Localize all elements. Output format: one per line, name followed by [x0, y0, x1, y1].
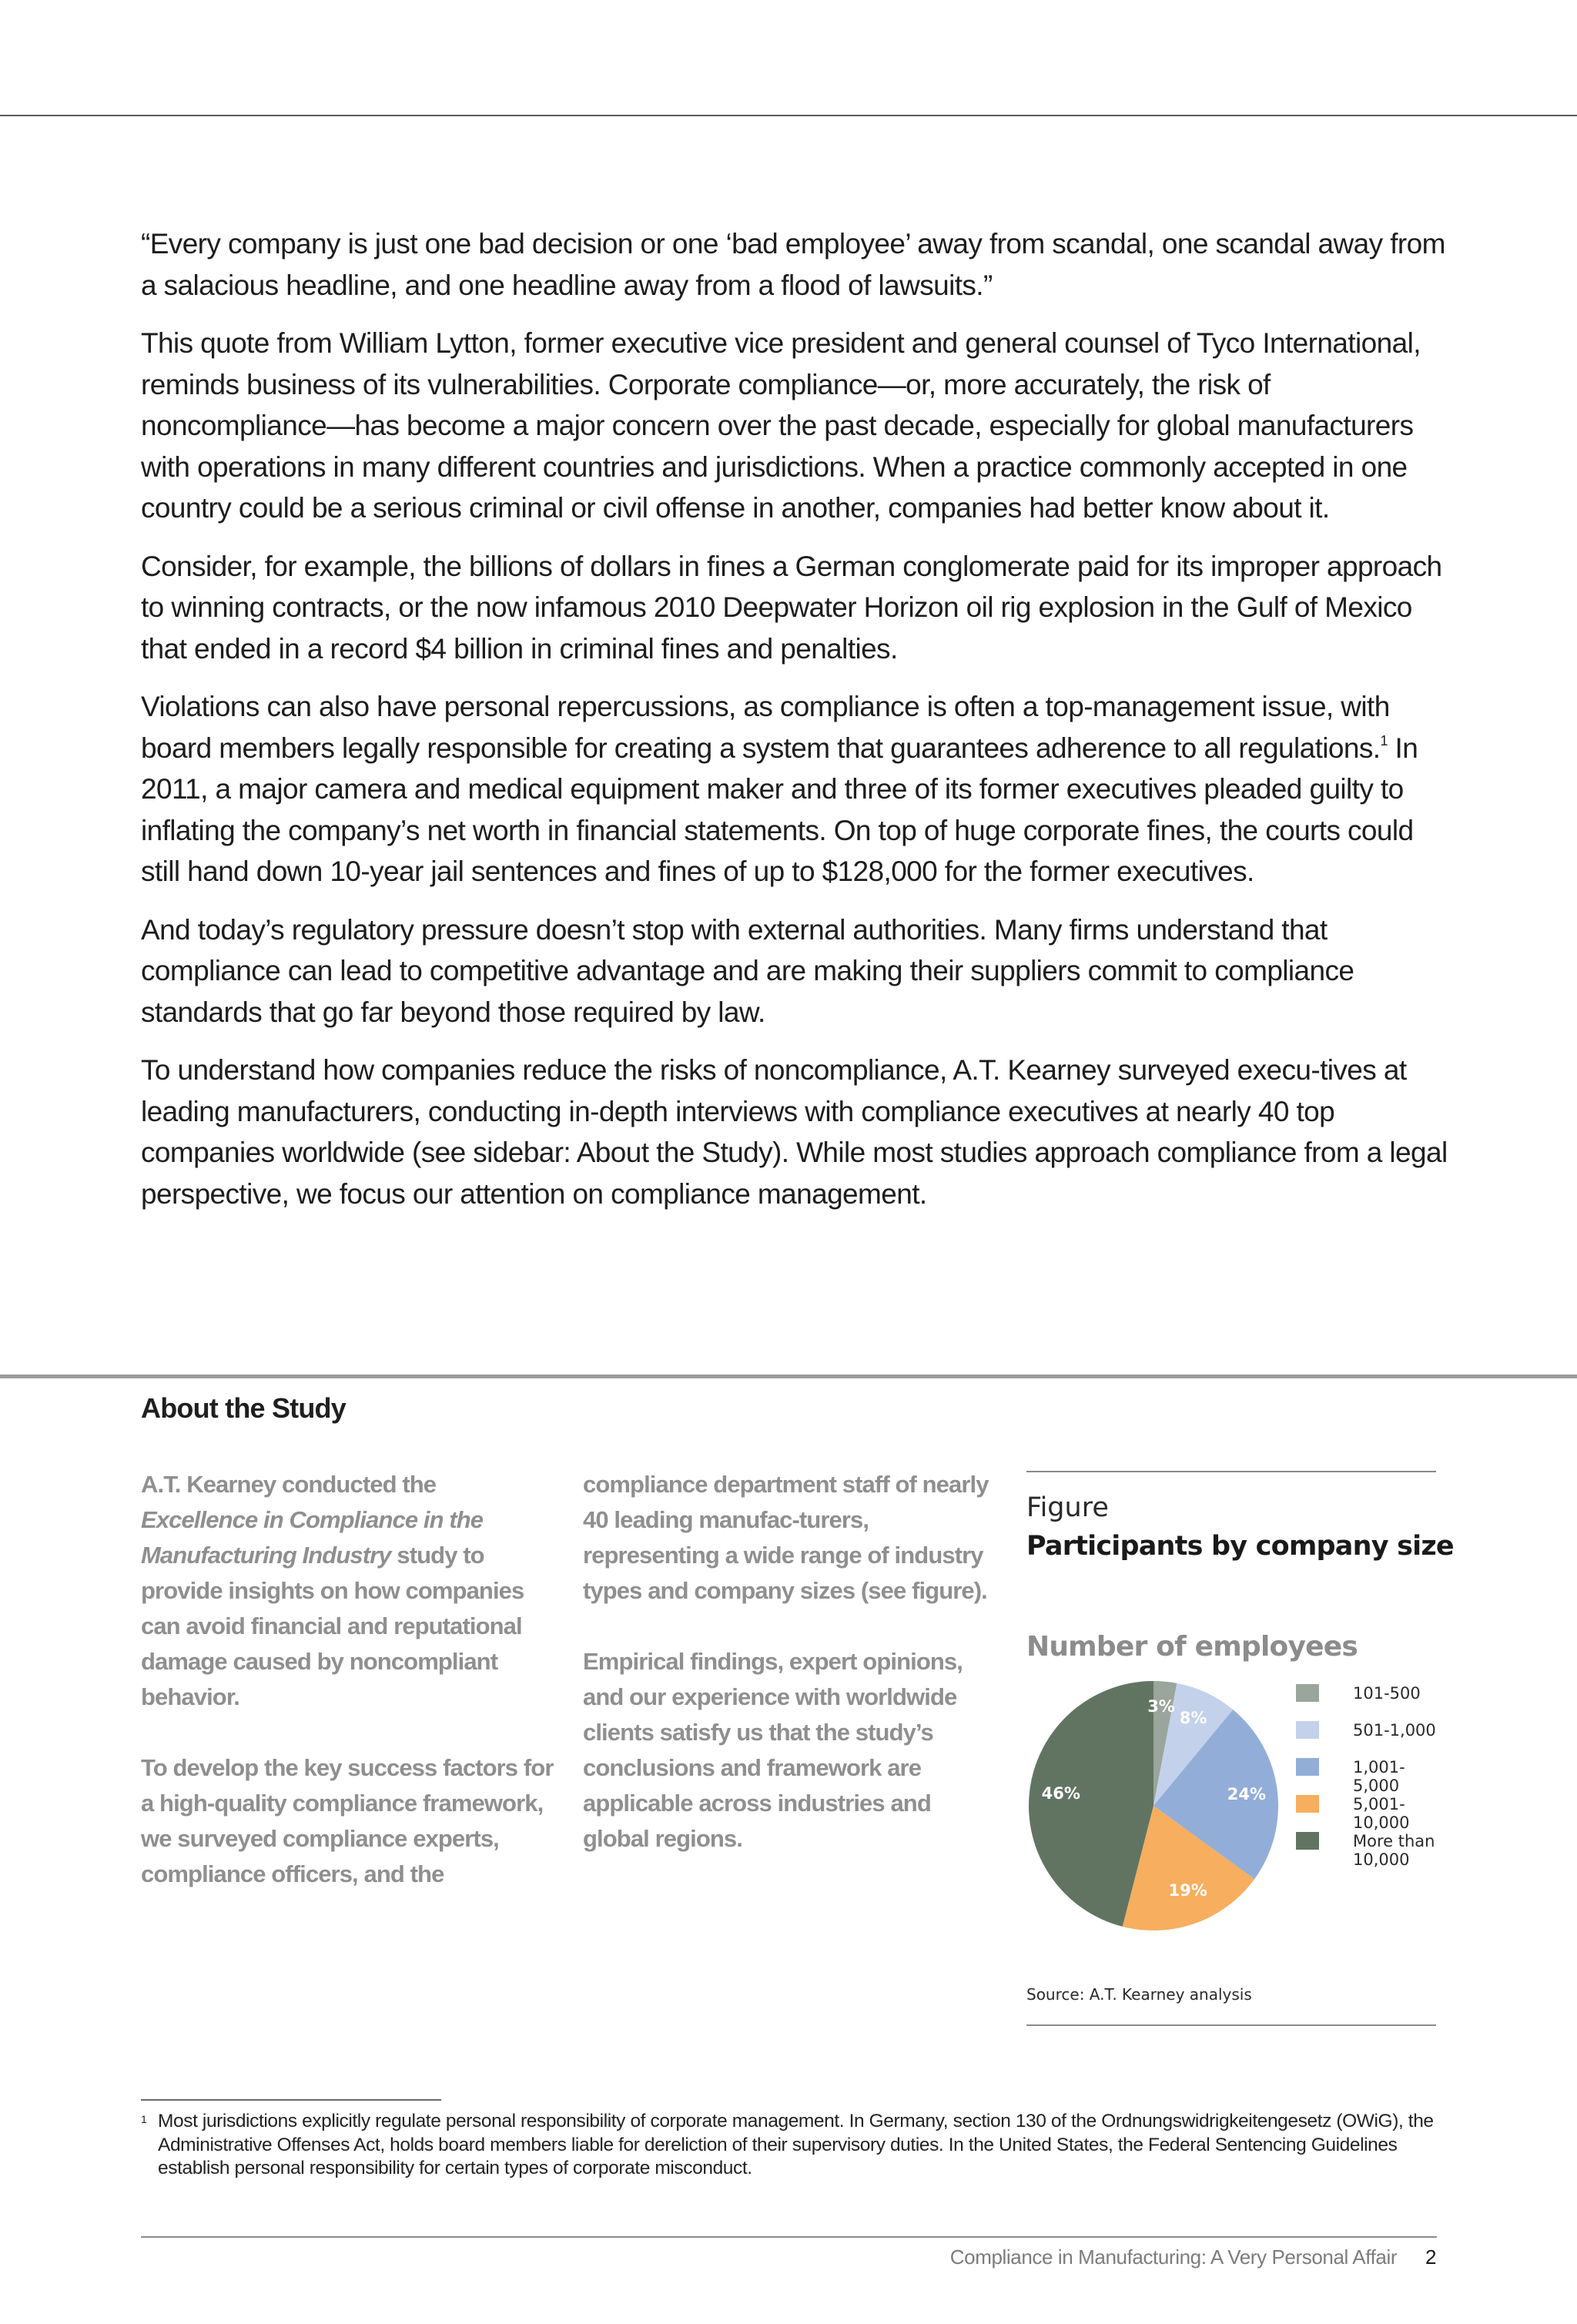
chart-legend — [1296, 1684, 1442, 1869]
legend-swatch — [1296, 1721, 1319, 1739]
sidebar-col1-para2: To develop the key success factors for a high-quality compliance framework, we surveyed compliance experts, compliance officers, and the — [141, 1754, 554, 1887]
legend-item — [1296, 1758, 1442, 1795]
paragraph-survey: To understand how companies reduce the risks of noncompliance, A.T. Kearney surveyed execu-tives at leading manufacturers, conducting in-depth interviews with compliance executives at nearly 40 top companies worldwide (see sidebar: About the Study). While most studies approach compliance from a legal perspective, we focus our attention on compliance management. — [141, 1054, 1448, 1210]
legend-label: 101-500 — [1353, 1684, 1421, 1703]
footnote-number: 1 — [141, 2113, 147, 2125]
page-footer — [950, 2245, 1436, 2269]
sidebar-text: A.T. Kearney conducted the — [141, 1471, 437, 1498]
figure-title: Participants by company size — [1026, 1531, 1454, 1562]
legend-swatch — [1296, 1758, 1319, 1776]
footer-rule — [141, 2236, 1437, 2238]
sidebar-col2-para1: compliance department staff of nearly 40 leading manufac-turers, representing a wide range of industry types and company sizes (see figure). — [583, 1471, 989, 1604]
pie-chart — [1026, 1679, 1281, 1933]
top-rule — [0, 115, 1577, 116]
legend-label: More than 10,000 — [1353, 1832, 1435, 1869]
paragraph-violations-part2: In 2011, a major camera and medical equipment maker and three of its former executives pleaded guilty to inflating the company’s net worth in financial statements. On top of huge corporate fines, the courts could still hand down 10-year jail sentences and fines of up to $128,000 for the former executives. — [141, 732, 1418, 887]
legend-item — [1296, 1832, 1442, 1869]
figure-bottom-rule — [1026, 2024, 1436, 2026]
figure-panel — [1026, 1471, 1454, 2028]
opening-quote: “Every company is just one bad decision or one ‘bad employee’ away from scandal, one scandal away from a salacious headline, and one headline away from a flood of lawsuits.” — [141, 228, 1445, 301]
legend-item — [1296, 1795, 1442, 1832]
legend-label: 501-1,000 — [1353, 1721, 1436, 1740]
chart-title: Number of employees — [1026, 1631, 1358, 1663]
page-number: 2 — [1425, 2245, 1436, 2269]
legend-swatch — [1296, 1832, 1319, 1850]
figure-label: Figure — [1026, 1492, 1109, 1523]
paragraph-violations — [141, 686, 1450, 892]
pie-chart-graphic — [1026, 1679, 1281, 1933]
sidebar-column-2 — [583, 1467, 999, 1892]
sidebar-text: study to provide insights on how companies can avoid financial and reputational damage caused by noncompliant behavior. — [141, 1542, 524, 1710]
legend-item — [1296, 1721, 1442, 1758]
footnote-ref[interactable]: 1 — [1380, 732, 1388, 748]
legend-swatch — [1296, 1795, 1319, 1813]
figure-top-rule — [1026, 1471, 1436, 1472]
paragraph-regulatory: And today’s regulatory pressure doesn’t stop with external authorities. Many firms understand that compliance can lead to competitive advantage and are making their suppliers commit to compliance standards that go far beyond those required by law. — [141, 913, 1354, 1028]
sidebar-col1-para1 — [141, 1467, 557, 1715]
study-name: Excellence in Compliance in the Manufacturing Industry — [141, 1506, 484, 1569]
sidebar-col2-para2: Empirical findings, expert opinions, and our experience with worldwide clients satisfy us that the study’s conclusions and framework are applicable across industries and global regions. — [583, 1648, 963, 1852]
legend-label: 5,001-10,000 — [1353, 1795, 1410, 1832]
legend-item — [1296, 1684, 1442, 1721]
footnote-text: Most jurisdictions explicitly regulate personal responsibility of corporate management. In Germany, section 130 of the Ordnungswidrigkeitengesetz (OWiG), the Administrative Offenses Act, holds board members liable for dereliction of their supervisory duties. In the United States, the Federal Sentencing Guidelines establish personal responsibility for certain types of corporate misconduct. — [158, 2111, 1434, 2178]
legend-label: 1,001-5,000 — [1353, 1758, 1405, 1795]
sidebar-divider — [0, 1375, 1577, 1378]
pie-slice-label: 3% — [1147, 1696, 1175, 1716]
sidebar-column-1 — [141, 1467, 557, 1927]
footnote-rule — [141, 2099, 441, 2101]
legend-swatch — [1296, 1684, 1319, 1702]
sidebar-title: About the Study — [141, 1392, 346, 1424]
main-body — [141, 223, 1450, 1231]
pie-slice-label: 46% — [1041, 1784, 1080, 1803]
pie-slice-label: 19% — [1168, 1880, 1207, 1900]
footer-title: Compliance in Manufacturing: A Very Personal Affair — [949, 2245, 1398, 2269]
pie-slice-label: 8% — [1179, 1708, 1207, 1727]
footnote — [141, 2110, 1450, 2181]
figure-source: Source: A.T. Kearney analysis — [1026, 1985, 1252, 2004]
paragraph-lytton: This quote from William Lytton, former executive vice president and general counsel of Tyco International, reminds business of its vulnerabilities. Corporate compliance—or, more accurately, the risk of noncompliance—has become a major concern over the past decade, especially for global manufacturers with operations in many different countries and jurisdictions. When a practice commonly accepted in one country could be a serious criminal or civil offense in another, companies had better know about it. — [141, 327, 1421, 524]
paragraph-fines: Consider, for example, the billions of dollars in fines a German conglomerate paid for its improper approach to winning contracts, or the now infamous 2010 Deepwater Horizon oil rig explosion in the Gulf of Mexico that ended in a record $4 billion in criminal fines and penalties. — [141, 550, 1442, 665]
pie-slice-label: 24% — [1227, 1785, 1266, 1804]
paragraph-violations-part1: Violations can also have personal repercussions, as compliance is often a top-management issue, with board members legally responsible for creating a system that guarantees adherence to all regulations. — [141, 691, 1390, 764]
